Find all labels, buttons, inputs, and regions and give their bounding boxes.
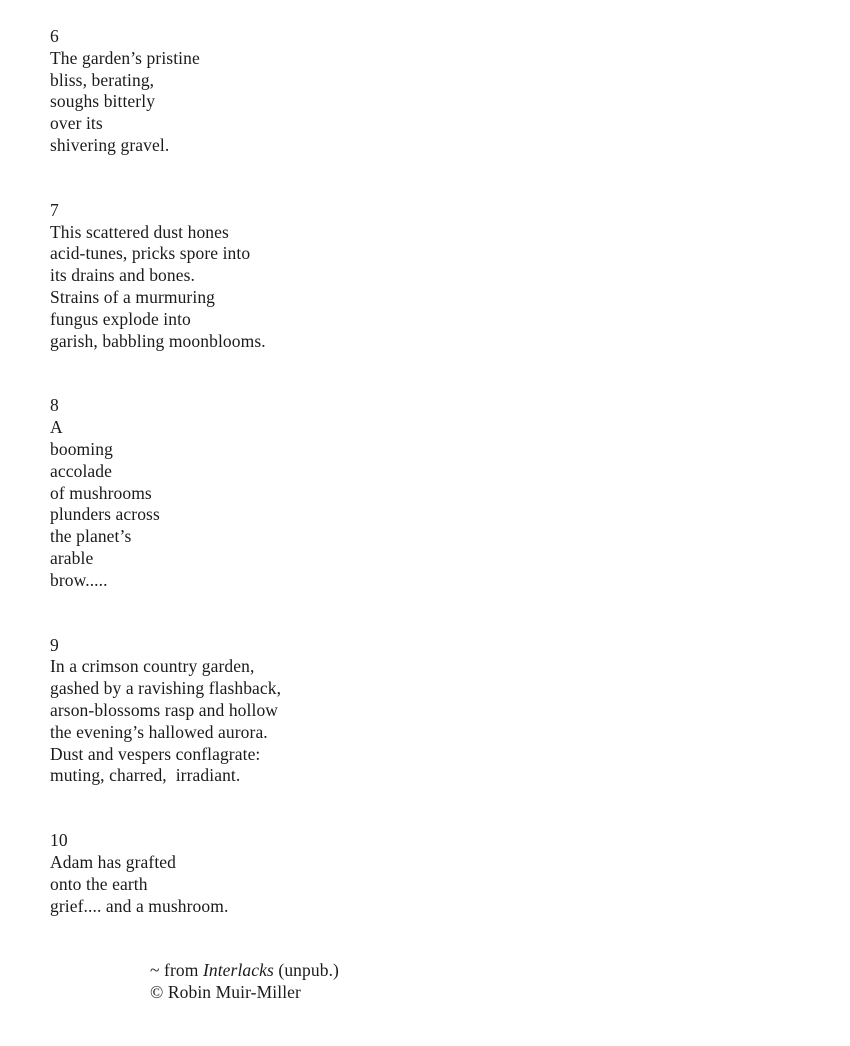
poem-line: fungus explode into — [50, 308, 191, 329]
stanza-number: 9 — [50, 634, 59, 655]
stanza-list — [50, 26, 810, 917]
poem-line: the evening’s hallowed aurora. — [50, 721, 268, 742]
poem-page — [50, 26, 810, 1004]
poem-line: onto the earth — [50, 873, 148, 894]
poem-line: brow..... — [50, 569, 108, 590]
stanza — [50, 26, 810, 157]
poem-line: plunders across — [50, 504, 160, 525]
poem-line: muting, charred, irradiant. — [50, 765, 241, 786]
stanza-number: 7 — [50, 199, 59, 220]
poem-line: booming — [50, 438, 113, 459]
attribution-work-title: Interlacks — [202, 960, 274, 981]
poem-line: The garden’s pristine — [50, 47, 200, 68]
attribution-block — [150, 960, 810, 1004]
poem-line: arable — [50, 547, 94, 568]
poem-line: Dust and vespers conflagrate: — [50, 743, 261, 764]
poem-line: gashed by a ravishing flashback, — [50, 678, 282, 699]
poem-line: grief.... and a mushroom. — [50, 895, 229, 916]
attribution-prefix: ~ from — [150, 960, 203, 981]
attribution-source-line — [150, 960, 810, 982]
poem-line: bliss, berating, — [50, 69, 155, 90]
poem-line: over its — [50, 113, 103, 134]
stanza-number: 8 — [50, 395, 59, 416]
poem-line: A — [50, 417, 63, 438]
poem-line: Adam has grafted — [50, 851, 176, 872]
poem-line: arson-blossoms rasp and hollow — [50, 699, 279, 720]
stanza-number: 6 — [50, 26, 59, 46]
attribution-copyright: © Robin Muir-Miller — [150, 982, 301, 1003]
poem-line: In a crimson country garden, — [50, 656, 255, 677]
poem-line: of mushrooms — [50, 482, 152, 503]
attribution-suffix: (unpub.) — [273, 960, 339, 981]
stanza — [50, 830, 810, 917]
poem-line: accolade — [50, 460, 112, 481]
stanza — [50, 395, 810, 591]
poem-line: Strains of a murmuring — [50, 286, 216, 307]
poem-line: shivering gravel. — [50, 134, 170, 155]
poem-line: garish, babbling moonblooms. — [50, 330, 266, 351]
poem-line: its drains and bones. — [50, 265, 195, 286]
poem-line: the planet’s — [50, 526, 132, 547]
stanza — [50, 635, 810, 788]
poem-line: soughs bitterly — [50, 91, 156, 112]
poem-line: This scattered dust hones — [50, 221, 229, 242]
poem-line: acid-tunes, pricks spore into — [50, 243, 251, 264]
stanza — [50, 200, 810, 353]
stanza-number: 10 — [50, 830, 68, 851]
